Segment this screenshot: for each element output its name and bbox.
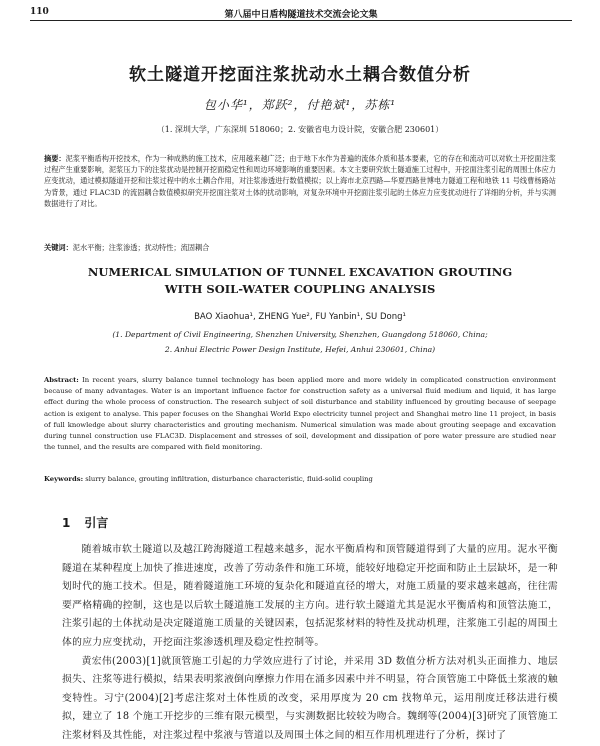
running-header (30, 6, 572, 21)
affiliation-en-1: (1. Department of Civil Engineering, Shenzhen University, Shenzhen, Guangdong 518060, China; (112, 330, 488, 339)
keywords-en-text: slurry balance, grouting infiltration, disturbance characteristic, fluid-solid coupling (85, 475, 373, 483)
journal-title: 第八届中日盾构隧道技术交流会论文集 (224, 10, 378, 20)
keywords-en (44, 475, 556, 483)
body-paragraph-1: 随着城市软土隧道以及越江跨海隧道工程越来越多，泥水平衡盾构和顶管隧道得到了大量的应用。泥水平衡隧道在某种程度上加快了推进速度，改善了劳动条件和施工环境，能较好地稳定开挖面和防止土层缺坏，是一种划时代的施工技术。但是，随着隧道施工环境的复杂化和隧道直径的增大，对施工质量的要求越来越高，往往需要严格精确的控制，这也是以后软土隧道施工发展的主方向。进行软土隧道尤其是泥水平衡盾构和顶管法施工，注浆引起的土体扰动是决定隧道施工质量的关键因素，包括泥浆材料的特性及扰动机理，注浆施工引起的周围土体的应力应变扰动，开挖面注浆渗透机理及稳定性控制等。 (62, 544, 558, 648)
title-en (0, 264, 600, 298)
abstract-en-label: Abstract: (44, 376, 79, 384)
affiliation-en-2: 2. Anhui Electric Power Design Institute, Hefei, Anhui 230601, China) (164, 345, 436, 354)
keywords-cn-label: 关键词： (44, 243, 73, 252)
keywords-cn-text: 泥水平衡；注浆渗透；扰动特性；流固耦合 (72, 243, 210, 252)
section-title: 引言 (84, 516, 109, 530)
abstract-cn (44, 153, 556, 209)
affiliation-cn: （1. 深圳大学，广东深圳 518060；2. 安徽省电力设计院，安徽合肥 230601） (156, 125, 444, 134)
section-heading (62, 514, 108, 531)
page-number: 110 (30, 7, 49, 17)
abstract-en (44, 375, 556, 453)
authors-en: BAO Xiaohua¹, ZHENG Yue², FU Yanbin¹, SU Dong¹ (194, 312, 406, 322)
abstract-cn-text: 泥浆平衡盾构开挖技术，作为一种成熟的施工技术，应用越来越广泛；由于地下水作为普遍的流体介质和基本要素，它的存在和流动可以对软土开挖面注浆过程产生重要影响，泥浆压力下的注浆扰动是控制开挖面稳定性和周边环境影响的重要因素。本文主要研究软土隧道施工过程中，开挖面注浆引起的周围土体应力应变扰动，通过模拟隧道开挖和注浆过程中的水土耦合作用，对注浆渗透进行数值模拟；以上海市北京西路—华夏西路世博电力隧道工程和地铁 11 号线曹杨路站为背景，通过 FLAC3D 的流固耦合数值模拟研究开挖面注浆对土体的扰动影响，对复杂环境中开挖面注浆引起的土体应力应变扰动进行了详细的分析，并与实测数据进行了对比。 (44, 154, 556, 208)
title-cn: 软土隧道开挖面注浆扰动水土耦合数值分析 (129, 65, 471, 85)
keywords-en-label: Keywords: (44, 475, 84, 483)
section-number: 1 (62, 516, 71, 530)
abstract-cn-label: 摘要： (44, 154, 66, 163)
authors-cn: 包小华¹，郑跃²，付艳斌¹，苏栋¹ (203, 98, 397, 112)
title-en-line2: WITH SOIL-WATER COUPLING ANALYSIS (164, 282, 436, 296)
abstract-en-text: In recent years, slurry balance tunnel technology has been applied more and more widely in complicated construction environment because of many advantages. Water is an important influence factor for construction safety as a universal fluid medium and liquid, it has large effect during the whole process of construction. The research subject of soil disturbance and stability influenced by grouting because of seepage action is exigent to analyse. This paper focuses on the Shanghai World Expo electricity tunnel project and Shanghai metro line 11 project, in basis of full knowledge about slurry characteristics and grouting mechanism. Numerical simulation was made about grouting seepage and excavation during tunnel construction use FLAC3D. Displacement and stresses of soil, development and dissipation of pore water pressure are studied near the tunnel, and the results are compared with field monitoring. (44, 376, 556, 452)
body-text (62, 541, 558, 746)
title-en-line1: NUMERICAL SIMULATION OF TUNNEL EXCAVATION GROUTING (87, 265, 513, 279)
body-paragraph-2: 黄宏伟(2003)[1]就顶管施工引起的力学效应进行了讨论，并采用 3D 数值分析方法对机头正面推力、地层损失、注浆等进行模拟，结果表明浆液倒向摩擦力作用在涌多因素中并不明显，符合顶管施工中降低土浆液的触变特性。习宁(2004)[2]考虑注浆对土体性质的改变，采用厚度为 20 cm 找物单元，运用削度迁移法进行模拟，建立了 18 个施工开挖步的三维有限元模型，与实测数据比较较为吻合。魏纲等(2004)[3]研究了顶管施工注浆材料及其性能，对注浆过程中浆液与管道以及周围土体之间的相互作用机理进行了分析，探讨了 (62, 655, 558, 741)
keywords-cn (44, 242, 556, 253)
